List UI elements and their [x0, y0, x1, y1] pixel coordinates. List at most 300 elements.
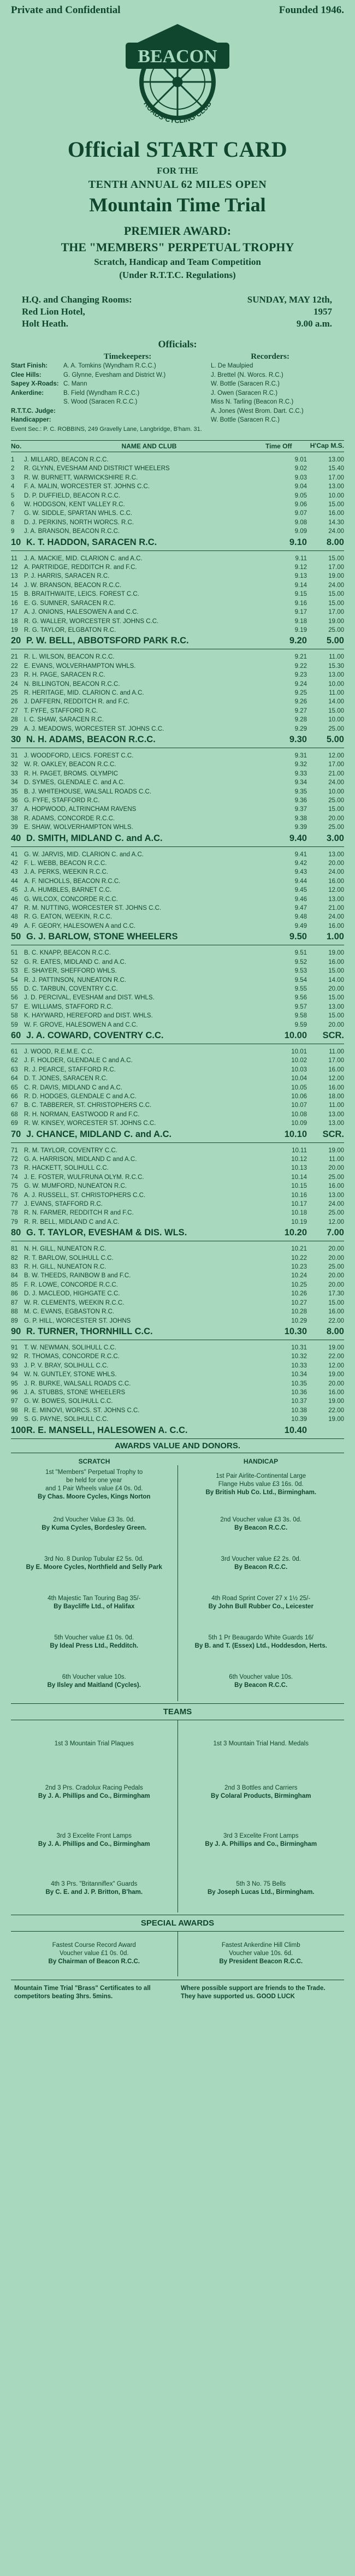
rider-name-club: J. A. PERKS, WEEKIN R.C.C.	[24, 869, 109, 876]
award-line: 2nd 3 Prs. Cradolux Racing Pedals	[45, 1784, 143, 1791]
rider-group	[11, 554, 344, 647]
rider-name-club: N. H. ADAMS, BEACON R.C.C.	[26, 734, 156, 744]
rider-row	[11, 715, 344, 724]
rider-handicap: 12.00	[328, 1218, 344, 1225]
rider-group	[11, 653, 344, 745]
rider-handicap: 15.00	[328, 707, 344, 714]
rider-name-club: R. D. HODGES, GLENDALE C and A.C.	[24, 1093, 137, 1100]
team-awards-right	[178, 1720, 345, 1912]
rider-handicap: 15.00	[328, 968, 344, 975]
rider-start-time: 10.31	[291, 1344, 307, 1351]
rider-number: 4	[11, 483, 15, 490]
rider-number: 87	[11, 1299, 18, 1306]
rider-row	[11, 626, 344, 635]
award-donor: By C. E. and J. P. Britton, B'ham.	[45, 1888, 143, 1896]
rider-list	[0, 455, 355, 1439]
rider-row	[11, 868, 344, 877]
rider-handicap: SCR.	[322, 1030, 344, 1040]
rider-start-time: 9.58	[294, 1012, 307, 1020]
rider-start-time: 9.48	[294, 914, 307, 921]
event-name: Mountain Time Trial	[89, 194, 266, 216]
award-block	[13, 1768, 175, 1816]
award-block	[180, 1662, 342, 1701]
rider-row	[11, 922, 344, 931]
card-title: Official START CARD	[67, 137, 288, 162]
footer-certificates: Mountain Time Trial "Brass" Certificates to all competitors beating 3hrs. 5mins.	[14, 1985, 151, 2000]
rider-handicap: 25.00	[328, 1174, 344, 1181]
award-donor: By British Hub Co. Ltd., Birmingham.	[205, 1489, 317, 1496]
rider-start-time: 10.33	[291, 1362, 307, 1369]
rider-number: 37	[11, 806, 18, 813]
rider-number: 24	[11, 680, 18, 688]
rider-handicap: 16.00	[328, 1084, 344, 1091]
rider-handicap: 13.00	[328, 1111, 344, 1118]
recorder-name: Miss N. Tarling (Beacon R.C.)	[211, 399, 294, 405]
teams-columns	[11, 1720, 344, 1912]
award-block	[180, 1544, 342, 1583]
rider-name-club: R. W. BURNETT, WARWICKSHIRE R.C.	[24, 474, 138, 481]
rider-row	[11, 796, 344, 805]
rider-name-club: R. R. BELL, MIDLAND C and A.C.	[24, 1218, 120, 1225]
rider-row	[11, 805, 344, 814]
award-line: 1st 3 Mountain Trial Plaques	[54, 1740, 134, 1748]
rider-name-club: G. WILCOX, CONCORDE R.C.C.	[24, 896, 118, 903]
rider-handicap: 22.00	[328, 1407, 344, 1414]
rider-handicap: 25.00	[328, 1210, 344, 1217]
rider-start-time: 10.38	[291, 1407, 307, 1414]
award-donor: By Chairman of Beacon R.C.C.	[48, 1958, 140, 1965]
rider-handicap	[315, 1424, 344, 1436]
col-no: No.	[11, 442, 22, 450]
award-block	[13, 1583, 175, 1622]
timekeeper-name: G. Glynne, Evesham and District W.)	[63, 371, 166, 378]
rider-row	[11, 608, 344, 617]
award-donor: By John Bull Rubber Co., Leicester	[208, 1603, 313, 1610]
rider-start-time: 10.27	[291, 1299, 307, 1306]
trophy-name: THE "MEMBERS" PERPETUAL TROPHY	[61, 240, 294, 254]
rider-name-club: R. M. TAYLOR, COVENTRY C.C.	[24, 1147, 117, 1154]
rider-start-time: 9.33	[294, 770, 307, 777]
rider-name-club: W. HODGSON, KENT VALLEY R.C.	[24, 501, 125, 508]
award-donor: By Ilsley and Maitland (Cycles).	[47, 1681, 141, 1689]
rider-number: 71	[11, 1147, 18, 1154]
rider-number: 49	[11, 922, 18, 929]
rider-row	[11, 913, 344, 921]
rider-handicap: 24.00	[328, 1201, 344, 1208]
rider-name-club: R. H. PAGE, SARACEN R.C.	[24, 672, 105, 679]
rider-row	[11, 850, 344, 859]
award-donor: By J. A. Phillips and Co., Birmingham	[38, 1840, 150, 1847]
rider-row	[11, 1209, 344, 1217]
rider-handicap: 17.00	[328, 761, 344, 768]
rider-handicap: 15.00	[328, 994, 344, 1002]
rider-start-time: 9.42	[294, 860, 307, 867]
rider-handicap: 17.00	[328, 564, 344, 571]
rider-start-time: 9.10	[289, 537, 307, 547]
rider-row	[11, 1317, 344, 1325]
edition-line: TENTH ANNUAL 62 MILES OPEN	[88, 179, 267, 191]
teams-title: TEAMS	[11, 1703, 344, 1720]
award-donor: By Ideal Press Ltd., Redditch.	[50, 1642, 139, 1649]
regulations-line: (Under R.T.T.C. Regulations)	[119, 270, 236, 280]
timekeeper-name	[63, 407, 211, 416]
rider-handicap: 11.00	[329, 1048, 344, 1055]
rider-number: 93	[11, 1362, 18, 1369]
official-row	[11, 416, 344, 425]
rider-name-club: R. H. GILL, NUNEATON R.C.	[24, 1264, 106, 1271]
rider-row	[11, 599, 344, 608]
award-block	[180, 1816, 342, 1864]
rider-row	[11, 733, 344, 745]
award-line: 5th 3 No. 75 Bells	[236, 1880, 286, 1887]
rider-start-time: 9.24	[294, 680, 307, 688]
rider-row	[11, 662, 344, 671]
rider-handicap: 12.00	[328, 887, 344, 894]
rider-row	[11, 572, 344, 581]
rider-name-club: G. T. TAYLOR, EVESHAM & DIS. WLS.	[26, 1228, 187, 1238]
rider-number: 15	[11, 591, 18, 598]
rider-start-time: 10.34	[291, 1371, 307, 1378]
rider-row	[11, 859, 344, 868]
rider-number: 61	[11, 1048, 18, 1055]
rider-handicap: 19.00	[328, 950, 344, 957]
rider-handicap: 15.30	[328, 662, 344, 670]
rider-row	[11, 1325, 344, 1337]
award-block	[180, 1622, 342, 1662]
rider-row	[11, 904, 344, 913]
rider-row	[11, 590, 344, 599]
recorders-label: Recorders:	[251, 352, 289, 361]
award-donor: By B. and T. (Essex) Ltd., Hoddesdon, Herts.	[194, 1642, 327, 1649]
logo-ring-text: ROADS·CYCLING·CLUB	[142, 99, 213, 125]
rider-row	[11, 877, 344, 886]
rider-start-time: 10.00	[284, 1030, 307, 1040]
rider-handicap: 20.00	[328, 1380, 344, 1387]
rider-start-time: 10.14	[291, 1174, 307, 1181]
rider-number: 18	[11, 618, 18, 625]
rider-number: 53	[11, 968, 18, 975]
rider-start-time: 10.35	[291, 1380, 307, 1387]
rider-number: 86	[11, 1290, 18, 1298]
rider-start-time: 10.16	[291, 1192, 307, 1199]
official-role: Sapey X-Roads:	[11, 381, 59, 387]
timekeeper-name: B. Field (Wyndham R.C.C.)	[63, 389, 140, 396]
award-block	[180, 1864, 342, 1912]
rider-number: 54	[11, 976, 18, 984]
rider-row	[11, 1047, 344, 1056]
award-line: 3rd 3 Excelite Front Lamps	[223, 1832, 299, 1839]
rider-number: 35	[11, 788, 18, 795]
rider-row	[11, 751, 344, 760]
official-row	[11, 371, 344, 380]
rider-name-club: E. WILLIAMS, STAFFORD R.C.	[24, 1003, 113, 1010]
rider-name-club: W. R. CLEMENTS, WEEKIN R.C.C.	[24, 1299, 125, 1306]
rider-handicap: 24.00	[328, 528, 344, 535]
award-donor: By Joseph Lucas Ltd., Birmingham.	[207, 1888, 315, 1896]
rider-row	[11, 949, 344, 957]
rider-name-club: M. C. EVANS, EGBASTON R.C.	[24, 1308, 115, 1316]
rider-start-time: 9.34	[294, 779, 307, 786]
rider-name-club: J. WOOD, R.E.M.E. C.C.	[24, 1048, 94, 1055]
rider-handicap: 24.00	[328, 582, 344, 589]
rider-row	[11, 1352, 344, 1361]
rider-start-time: 10.10	[284, 1129, 307, 1139]
rider-start-time: 9.27	[294, 707, 307, 714]
competition-line: Scratch, Handicap and Team Competition	[94, 257, 261, 267]
rider-row	[11, 985, 344, 993]
award-line: 5th 1 Pr Beaugardo White Guards 16/	[208, 1634, 313, 1641]
rider-handicap: 12.00	[328, 1362, 344, 1369]
rider-row	[11, 1011, 344, 1020]
rider-start-time: 10.21	[291, 1246, 307, 1253]
rider-number: 52	[11, 958, 18, 966]
rider-name-club: B. J. WHITEHOUSE, WALSALL ROADS C.C.	[24, 788, 152, 795]
rider-number: 88	[11, 1308, 18, 1316]
rider-row	[11, 1289, 344, 1298]
award-block	[180, 1505, 342, 1544]
rider-handicap: 13.00	[328, 1192, 344, 1199]
rider-name-club: G. FYFE, STAFFORD R.C.	[24, 797, 100, 804]
recorder-name: W. Bottle (Saracen R.C.)	[211, 381, 280, 387]
rider-handicap: 18.00	[328, 1093, 344, 1100]
rider-row	[11, 993, 344, 1002]
award-line: 1st Pair Airlite-Continental Large	[216, 1473, 306, 1480]
rider-row	[11, 482, 344, 491]
venue-block	[0, 294, 355, 330]
rider-name-club: D. C. TARBUN, COVENTRY C.C.	[24, 985, 118, 992]
rider-number: 62	[11, 1057, 18, 1064]
rider-number: 30	[11, 734, 21, 744]
rider-handicap: 16.00	[328, 1183, 344, 1190]
rider-number: 70	[11, 1129, 21, 1139]
timekeepers-label: Timekeepers:	[104, 352, 152, 361]
rider-number: 40	[11, 833, 21, 843]
rider-number: 7	[11, 510, 15, 517]
rider-start-time: 9.45	[294, 887, 307, 894]
rider-row	[11, 1155, 344, 1164]
rider-row	[11, 1254, 344, 1263]
rider-start-time: 10.23	[291, 1264, 307, 1271]
rider-start-time: 9.16	[294, 600, 307, 607]
rider-start-time: 10.24	[291, 1272, 307, 1280]
rider-row	[11, 1379, 344, 1388]
rider-row	[11, 931, 344, 943]
award-line: 4th Road Sprint Cover 27 x 1½ 25/-	[211, 1595, 311, 1602]
rider-handicap: 5.00	[326, 734, 344, 744]
rider-start-time: 9.13	[294, 573, 307, 580]
award-line: and 1 Pair Wheels value £4 0s. 0d.	[45, 1485, 143, 1492]
rider-handicap: 20.00	[328, 985, 344, 992]
rider-row	[11, 527, 344, 536]
rider-group	[11, 455, 344, 548]
rider-start-time: 9.28	[294, 716, 307, 724]
rider-name-club: J. A. BRANSON, BEACON R.C.C.	[24, 528, 120, 535]
rider-name-club: J. R. BURKE, WALSALL ROADS C.C.	[24, 1380, 131, 1387]
rider-number: 43	[11, 869, 18, 876]
award-donor: By Beacon R.C.C.	[234, 1524, 288, 1531]
rider-row	[11, 832, 344, 844]
timekeeper-name	[63, 416, 211, 425]
rider-row	[11, 958, 344, 967]
rider-group	[11, 850, 344, 943]
rider-row	[11, 1164, 344, 1172]
award-block	[13, 1932, 175, 1976]
rider-start-time: 10.40	[284, 1425, 307, 1435]
rider-start-time: 9.56	[294, 994, 307, 1002]
award-donor: By Baycliffe Ltd., of Halifax	[54, 1603, 135, 1610]
awards-columns	[11, 1465, 344, 1701]
event-year: 1957	[313, 306, 332, 317]
rider-name-club: E. EVANS, WOLVERHAMPTON WHLS.	[24, 662, 136, 670]
awards-head	[11, 1453, 344, 1465]
award-block	[13, 1505, 175, 1544]
rider-handicap: 7.00	[326, 1228, 344, 1238]
rider-number: 65	[11, 1084, 18, 1091]
rider-number: 79	[11, 1218, 18, 1225]
rider-start-time: 9.21	[294, 654, 307, 661]
rider-name-club: K. T. HADDON, SARACEN R.C.	[26, 537, 157, 547]
rider-number: 1	[11, 457, 15, 463]
rider-row	[11, 707, 344, 715]
rider-group	[11, 1343, 344, 1436]
rider-name-club: D. P. DUFFIELD, BEACON R.C.C.	[24, 492, 121, 499]
rider-number: 95	[11, 1380, 18, 1387]
rider-handicap: 15.00	[328, 501, 344, 508]
rider-number: 72	[11, 1156, 18, 1163]
rider-row	[11, 1146, 344, 1155]
rider-number: 10	[11, 537, 21, 547]
rider-name-club: F. L. WEBB, BEACON R.C.C.	[24, 860, 107, 867]
award-line: 2nd 3 Bottles and Carriers	[224, 1784, 298, 1791]
rider-name-club: A. PARTRIDGE, REDDITCH R. and F.C.	[24, 564, 137, 571]
rider-name-club: J. A. HUMBLES, BARNET C.C.	[24, 887, 112, 894]
rider-start-time: 9.08	[294, 519, 307, 526]
rider-row	[11, 1343, 344, 1352]
scratch-head: SCRATCH	[78, 1457, 110, 1465]
official-row	[11, 389, 344, 398]
scratch-awards	[11, 1465, 178, 1701]
rider-number: 99	[11, 1416, 18, 1423]
rider-name-club: I. C. SHAW, SARACEN R.C.	[24, 716, 104, 724]
rider-start-time: 9.47	[294, 905, 307, 912]
rider-row	[11, 1119, 344, 1128]
rider-row	[11, 563, 344, 572]
rider-number: 73	[11, 1165, 18, 1172]
rider-handicap: 19.00	[328, 1416, 344, 1423]
recorder-name: J. Owen (Saracen R.C.)	[211, 389, 278, 396]
rider-start-time: 9.02	[294, 465, 307, 472]
rider-number: 80	[11, 1228, 21, 1238]
award-block	[13, 1720, 175, 1768]
rider-number: 55	[11, 985, 18, 992]
award-block	[180, 1583, 342, 1622]
rider-handicap: 19.00	[328, 1147, 344, 1154]
rider-row	[11, 581, 344, 590]
group-divider	[11, 550, 344, 551]
rider-name-club: F. A. MALIN, WORCESTER ST. JOHNS C.C.	[24, 483, 150, 490]
rider-start-time: 9.41	[294, 851, 307, 858]
rider-row	[11, 725, 344, 733]
rider-number: 59	[11, 1021, 18, 1028]
rider-row	[11, 500, 344, 509]
rider-number: 20	[11, 636, 21, 646]
rider-number: 94	[11, 1371, 18, 1378]
rider-name-club: R. W. KINSEY, WORCESTER ST. JOHNS C.C.	[24, 1120, 156, 1127]
rider-start-time: 10.37	[291, 1398, 307, 1405]
award-donor: By Colaral Products, Birmingham	[211, 1792, 311, 1799]
rider-number: 92	[11, 1353, 18, 1360]
award-donor: By J. A. Phillips and Co., Birmingham	[205, 1840, 317, 1847]
award-line: Voucher value 10s. 6d.	[229, 1950, 293, 1957]
rider-number: 66	[11, 1093, 18, 1100]
rider-start-time: 9.03	[294, 474, 307, 481]
rider-number: 69	[11, 1120, 18, 1127]
rider-name-club: F. R. LOWE, CONCORDE R.C.C.	[24, 1281, 118, 1288]
rider-row	[11, 1021, 344, 1029]
rider-start-time: 9.26	[294, 698, 307, 706]
rider-name-club: J. W. BRANSON, BEACON R.C.C.	[24, 582, 122, 589]
award-donor: By President Beacon R.C.C.	[219, 1958, 303, 1965]
rider-start-time: 10.26	[291, 1290, 307, 1298]
rider-start-time: 9.18	[294, 618, 307, 625]
rider-number: 89	[11, 1317, 18, 1324]
rider-handicap: 19.00	[328, 1398, 344, 1405]
rider-start-time: 10.17	[291, 1201, 307, 1208]
rider-row	[11, 473, 344, 482]
rider-number: 33	[11, 770, 18, 777]
recorder-name: J. Brettel (N. Worcs. R.C.)	[211, 371, 283, 378]
rider-row	[11, 1415, 344, 1424]
rider-start-time: 10.05	[291, 1084, 307, 1091]
rider-start-time: 10.30	[284, 1326, 307, 1336]
rider-start-time: 9.32	[294, 761, 307, 768]
footer	[11, 1980, 344, 2001]
rider-handicap: 20.00	[328, 1281, 344, 1288]
rider-start-time: 9.59	[294, 1021, 307, 1028]
rider-number: 9	[11, 528, 15, 535]
rider-row	[11, 1397, 344, 1406]
award-donor: By E. Moore Cycles, Northfield and Selly Park	[26, 1564, 162, 1571]
team-awards-left	[11, 1720, 178, 1912]
rider-row	[11, 895, 344, 904]
rider-start-time: 10.12	[291, 1156, 307, 1163]
rider-handicap: 24.00	[328, 914, 344, 921]
rider-number: 81	[11, 1246, 18, 1253]
rider-handicap: 13.00	[328, 672, 344, 679]
rider-number: 5	[11, 492, 15, 499]
rider-handicap: 13.00	[328, 851, 344, 858]
rider-number: 91	[11, 1344, 18, 1351]
rider-handicap: 21.00	[328, 770, 344, 777]
rider-start-time: 9.19	[294, 626, 307, 633]
rider-handicap: 3.00	[326, 833, 344, 843]
official-row	[11, 380, 344, 389]
rider-start-time: 9.46	[294, 896, 307, 903]
group-divider	[11, 1438, 344, 1439]
rider-name-club: J. A. STUBBS, STONE WHEELERS	[24, 1389, 126, 1396]
rider-name-club: R. HACKETT, SOLIHULL C.C.	[24, 1165, 109, 1172]
rider-name-club: T. FYFE, STAFFORD R.C.	[24, 707, 98, 714]
rider-number: 98	[11, 1407, 18, 1414]
rider-name-club: E. SHAW, WOLVERHAMPTON WHLS.	[24, 824, 133, 831]
award-line: 2nd Voucher Value £3 3s. 0d.	[53, 1516, 135, 1523]
rider-name-club: R. M. NUTTING, WORCESTER ST. JOHNS C.C.	[24, 905, 162, 912]
rider-handicap: 20.00	[328, 1272, 344, 1280]
rider-number: 74	[11, 1174, 18, 1181]
rider-row	[11, 1361, 344, 1370]
award-block	[180, 1768, 342, 1816]
rider-handicap: 14.00	[328, 698, 344, 706]
